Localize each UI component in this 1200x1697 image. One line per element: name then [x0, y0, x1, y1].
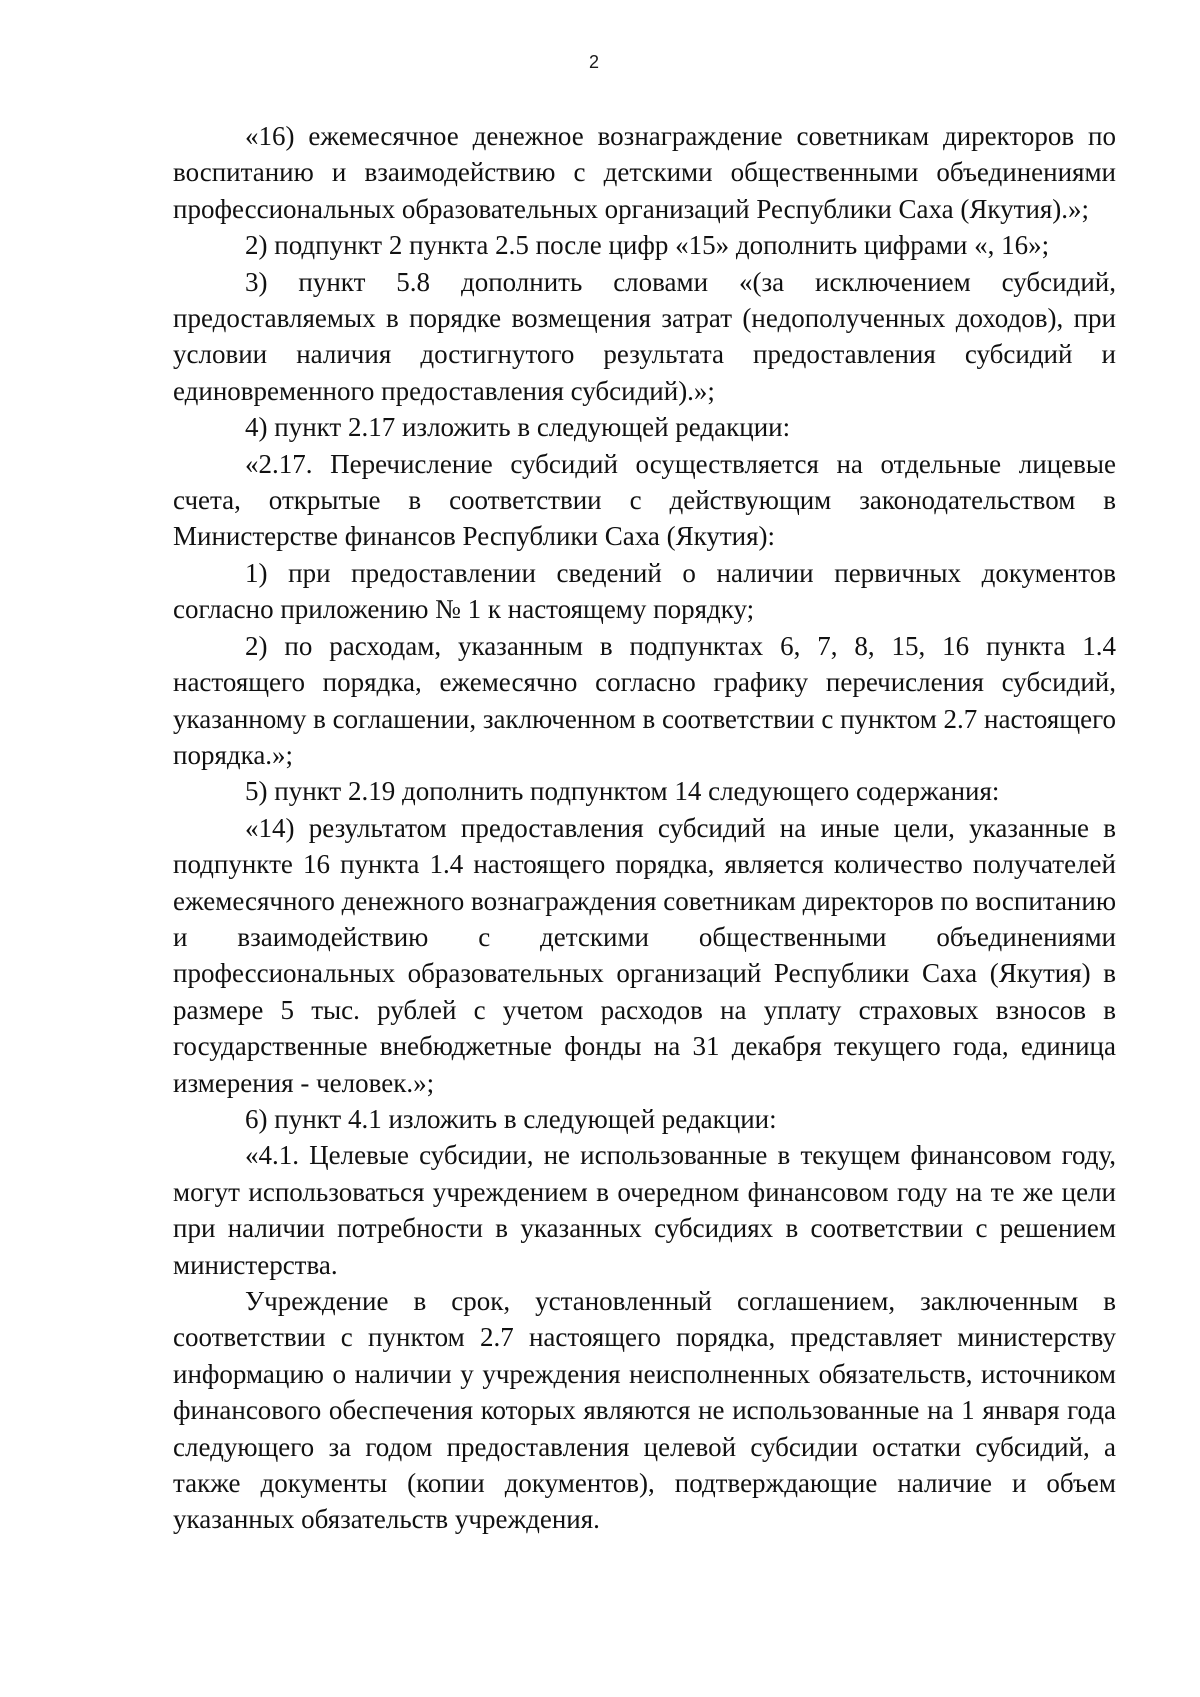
- paragraph-item-5: 5) пункт 2.19 дополнить подпунктом 14 следующего содержания:: [245, 776, 1000, 807]
- paragraph-item-6: 6) пункт 4.1 изложить в следующей редакции:: [245, 1103, 777, 1134]
- page-number: 2: [588, 52, 599, 72]
- paragraph-institution-obligations: Учреждение в срок, установленный соглашением, заключенным в соответствии с пунктом 2.7 настоящего порядка, представляет министерству информацию о наличии у учреждения неисполненных обязательств, источником финансового обеспечения которых являются не использованные на 1 января года следующего за годом предоставления целевой субсидии остатки субсидий, а также документы (копии документов), подтверждающие наличие и объем указанных обязательств учреждения.: [173, 1286, 1116, 1535]
- paragraph-subitem-14: «14) результатом предоставления субсидий на иные цели, указанные в подпункте 16 пункта 1.4 настоящего порядка, является количество получателей ежемесячного денежного вознаграждения советникам директоров по воспитанию и взаимодействию с детскими общественными объединениями профессиональных образовательных организаций Республики Саха (Якутия) в размере 5 тыс. рублей с учетом расходов на уплату страховых взносов в государственные внебюджетные фонды на 31 декабря текущего года, единица измерения - человек.»;: [173, 812, 1116, 1098]
- paragraph-clause-4-1: «4.1. Целевые субсидии, не использованные в текущем финансовом году, могут использоваться учреждением в очередном финансовом году на те же цели при наличии потребности в указанных субсидиях в соответствии с решением министерства.: [173, 1140, 1116, 1280]
- paragraph-clause-2-17-sub-2: 2) по расходам, указанным в подпунктах 6, 7, 8, 15, 16 пункта 1.4 настоящего порядка, ежемесячно согласно графику перечисления субсидий, указанному в соглашении, заключенном в соответствии с пунктом 2.7 настоящего порядка.»;: [173, 630, 1116, 770]
- paragraph-item-4: 4) пункт 2.17 изложить в следующей редакции:: [245, 412, 791, 443]
- paragraph-clause-2-17-sub-1: 1) при предоставлении сведений о наличии первичных документов согласно приложению № 1 к настоящему порядку;: [173, 557, 1116, 625]
- document-body: [173, 118, 1116, 1538]
- paragraph-subitem-16: «16) ежемесячное денежное вознаграждение советникам директоров по воспитанию и взаимодействию с детскими общественными объединениями профессиональных образовательных организаций Республики Саха (Якутия).»;: [173, 121, 1116, 224]
- paragraph-item-3: 3) пункт 5.8 дополнить словами «(за исключением субсидий, предоставляемых в порядке возмещения затрат (недополученных доходов), при условии наличия достигнутого результата предоставления субсидий и единовременного предоставления субсидий).»;: [173, 266, 1116, 406]
- paragraph-clause-2-17: «2.17. Перечисление субсидий осуществляется на отдельные лицевые счета, открытые в соответствии с действующим законодательством в Министерстве финансов Республики Саха (Якутия):: [173, 448, 1116, 552]
- paragraph-item-2: 2) подпункт 2 пункта 2.5 после цифр «15» дополнить цифрами «, 16»;: [245, 230, 1050, 261]
